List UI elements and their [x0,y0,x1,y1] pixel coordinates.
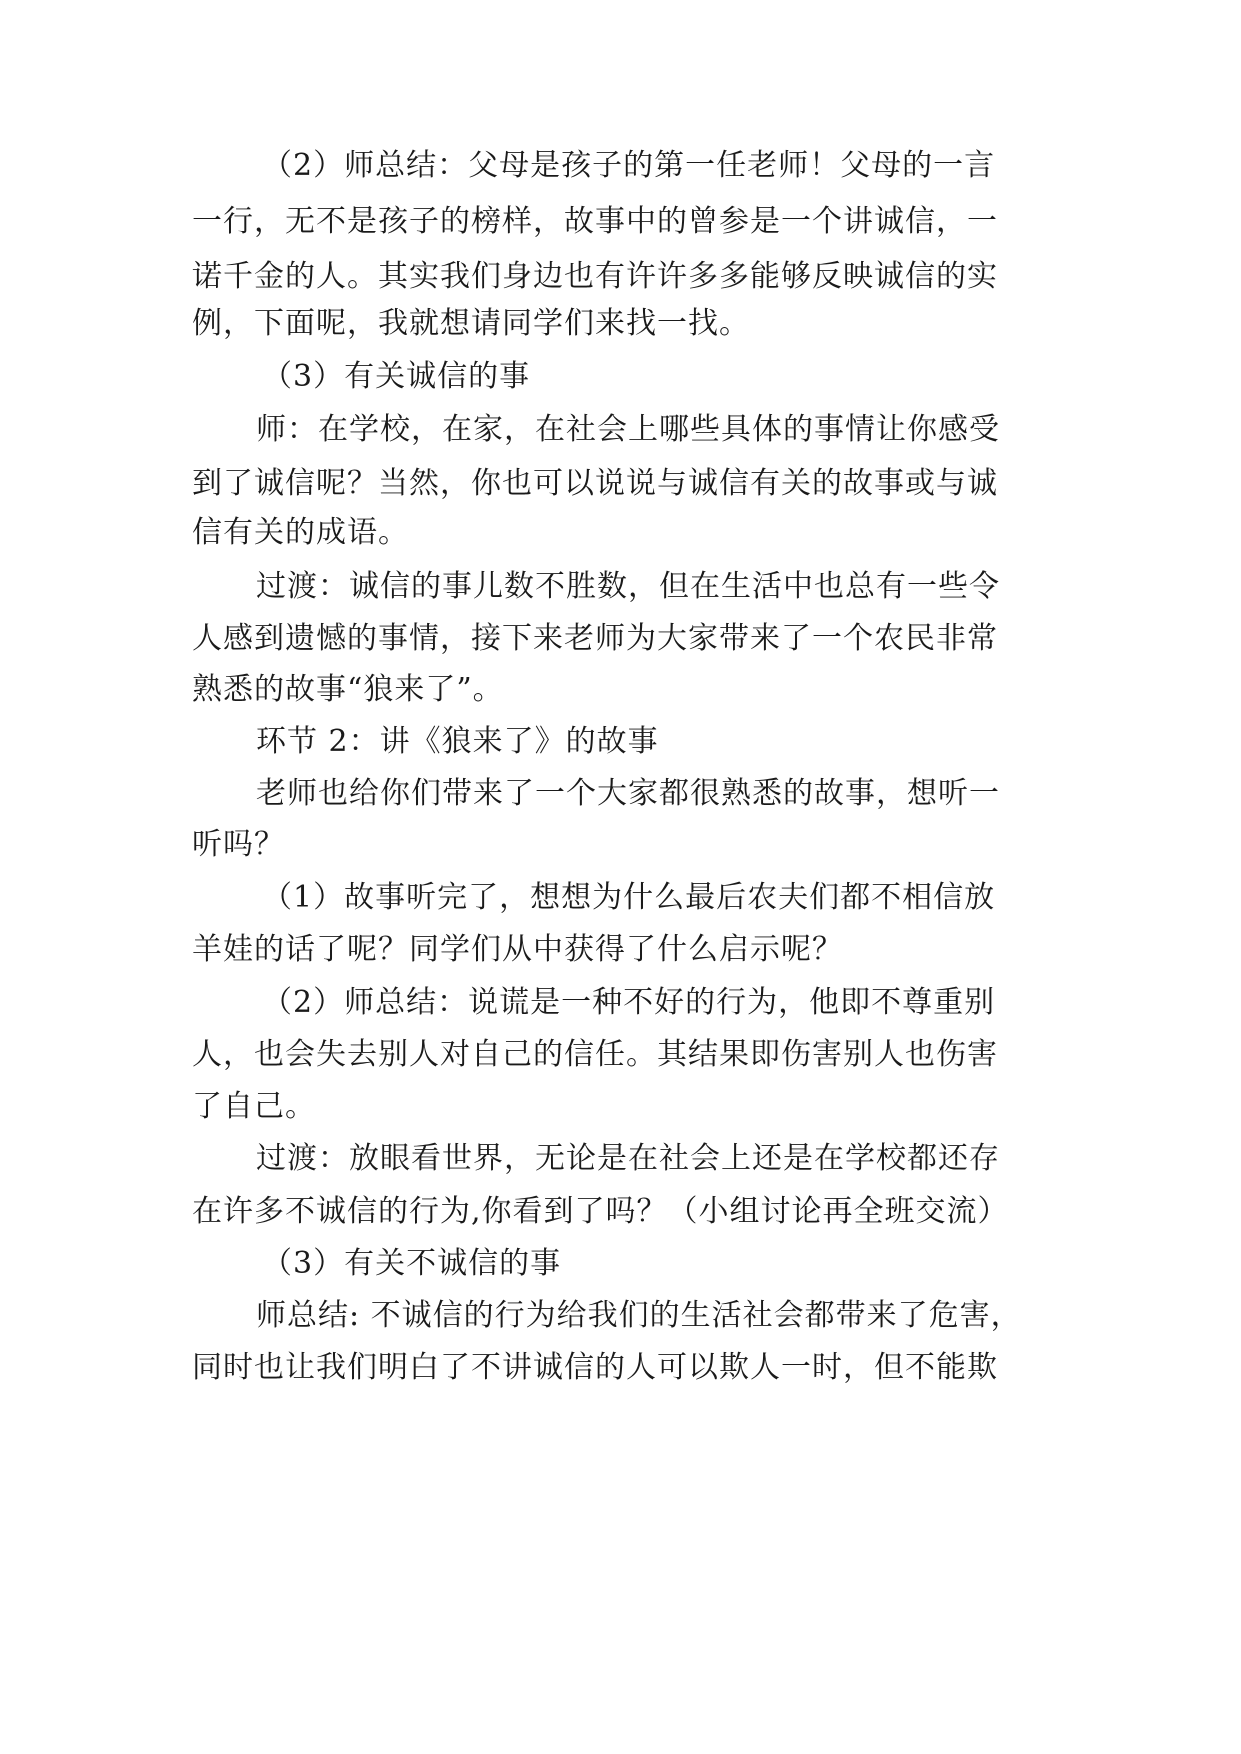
paragraph-line: 过渡：放眼看世界，无论是在社会上还是在学校都还存 [256,1141,1000,1176]
paragraph-line: 例，下面呢，我就想请同学们来找一找。 [192,306,750,341]
paragraph-line: 老师也给你们带来了一个大家都很熟悉的故事，想听一 [256,776,1000,811]
paragraph-line: 师总结: 不诚信的行为给我们的生活社会都带来了危害， [256,1298,1022,1333]
paragraph-line: 信有关的成语。 [192,515,409,550]
paragraph-line: 人，也会失去别人对自己的信任。其结果即伤害别人也伤害 [192,1037,998,1072]
paragraph-line: 了自己。 [192,1089,316,1124]
paragraph-line: 人感到遗憾的事情，接下来老师为大家带来了一个农民非常 [192,621,998,656]
paragraph-line: （1）故事听完了，想想为什么最后农夫们都不相信放 [262,880,996,915]
paragraph-line: 过渡：诚信的事儿数不胜数，但在生活中也总有一些令 [256,569,1000,604]
paragraph-line: 师：在学校，在家，在社会上哪些具体的事情让你感受 [256,412,1000,447]
paragraph-line: 在许多不诚信的行为,你看到了吗？（小组讨论再全班交流） [192,1194,1009,1229]
paragraph-line: 同时也让我们明白了不讲诚信的人可以欺人一时，但不能欺 [192,1350,998,1385]
paragraph-line: 听吗？ [192,827,285,862]
section-heading: （3）有关不诚信的事 [262,1246,562,1281]
paragraph-line: 熟悉的故事“狼来了”。 [192,672,504,707]
paragraph-line: 诺千金的人。其实我们身边也有许许多多能够反映诚信的实 [192,259,998,294]
paragraph-line: （2）师总结：父母是孩子的第一任老师！父母的一言 [262,148,996,183]
section-heading: 环节 2：讲《狼来了》的故事 [256,724,659,759]
section-heading: （3）有关诚信的事 [262,359,531,394]
paragraph-line: 羊娃的话了呢？同学们从中获得了什么启示呢？ [192,932,843,967]
paragraph-line: （2）师总结：说谎是一种不好的行为，他即不尊重别 [262,985,996,1020]
paragraph-line: 一行，无不是孩子的榜样，故事中的曾参是一个讲诚信，一 [192,204,998,239]
paragraph-line: 到了诚信呢？当然，你也可以说说与诚信有关的故事或与诚 [192,466,998,501]
